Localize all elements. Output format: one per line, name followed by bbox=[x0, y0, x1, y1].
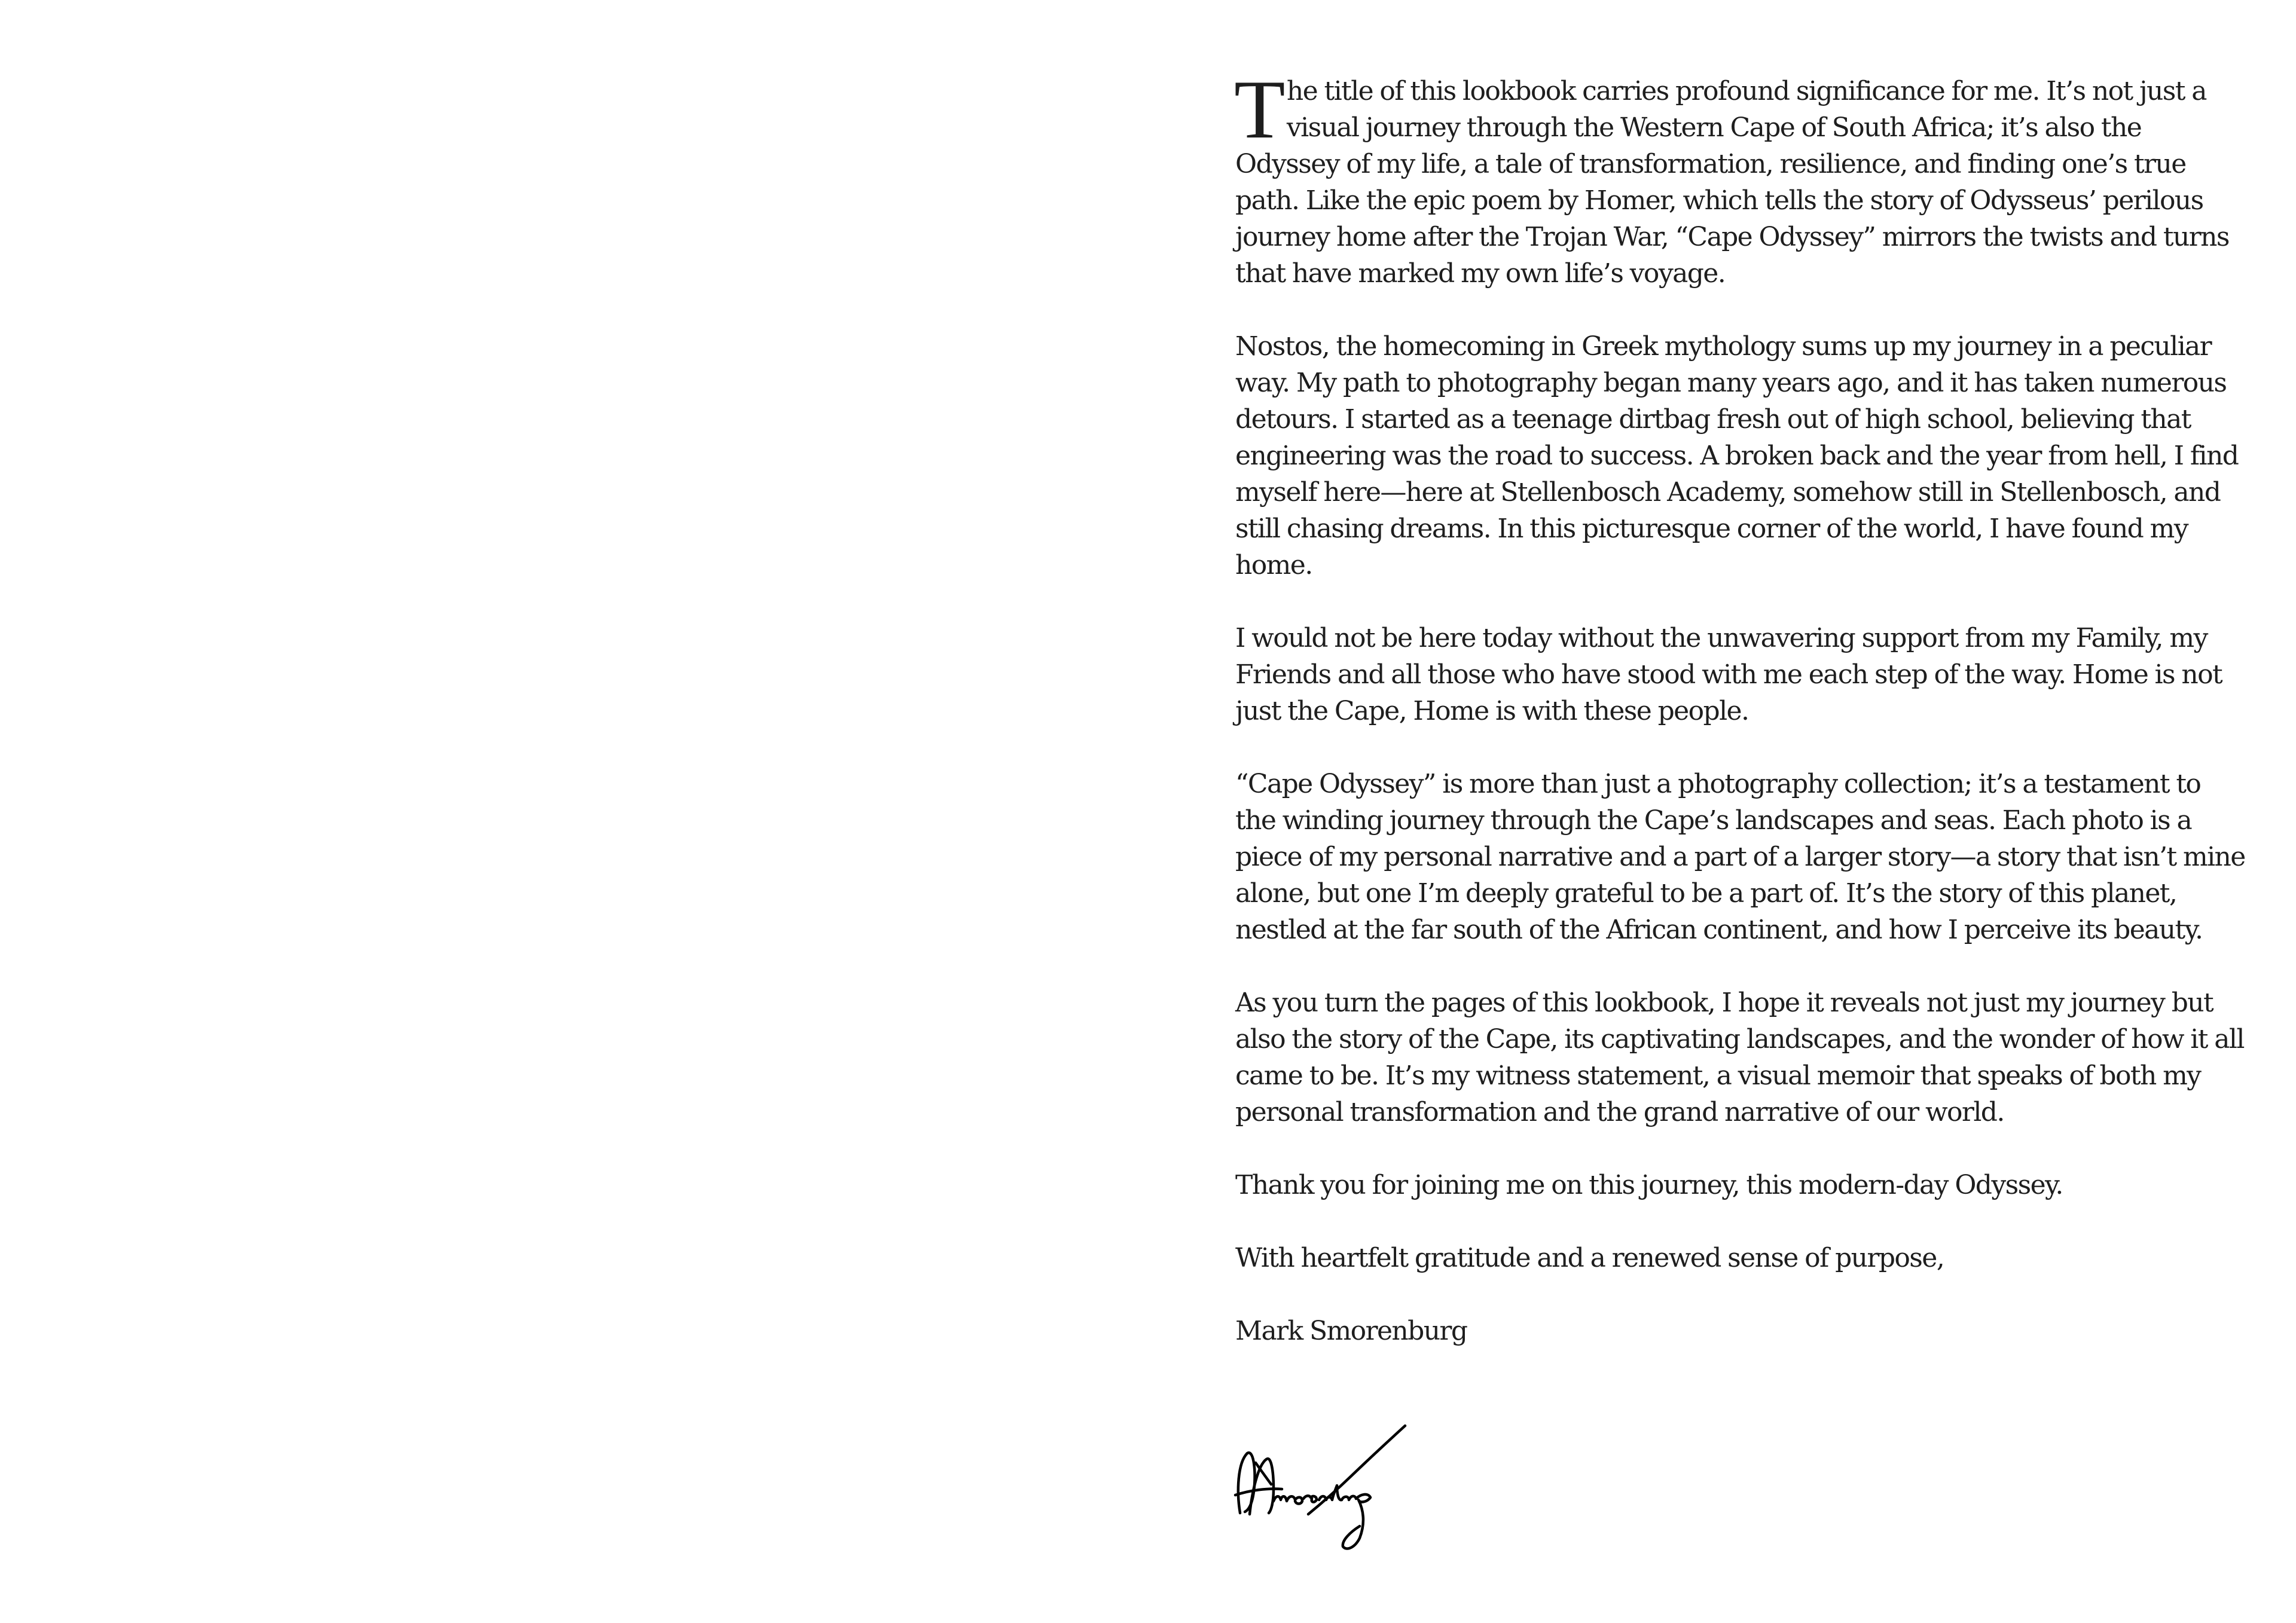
paragraph-text: he title of this lookbook carries profound significance for me. It’s not just a visual journey through the Western Cape of South Africa; it’s also the Odyssey of my life, a tale of transformation, resilience, and finding one’s true path. Like the epic poem by Homer, which tells the story of Odysseus’ perilous journey home after the Trojan War, “Cape Odyssey” mirrors the twists and turns that have marked my own life’s voyage. bbox=[1235, 76, 2229, 289]
paragraph-thank-you: Thank you for joining me on this journey, this modern-day Odyssey. bbox=[1235, 1170, 2063, 1200]
paragraph-closing: With heartfelt gratitude and a renewed sense of purpose, bbox=[1235, 1243, 1944, 1273]
handwritten-signature-icon bbox=[1232, 1414, 1459, 1557]
paragraph-title-significance bbox=[1234, 63, 2246, 292]
author-name: Mark Smorenburg bbox=[1235, 1316, 1467, 1346]
right-page bbox=[1148, 0, 2296, 1623]
paragraph-support: I would not be here today without the unwavering support from my Family, my Friends and all those who have stood with me each step of the way. Home is not just the Cape, Home is with these people. bbox=[1235, 623, 2222, 726]
paragraph-turn-pages: As you turn the pages of this lookbook, I hope it reveals not just my journey but also the story of the Cape, its captivating landscapes, and the wonder of how it all came to be. It’s my witness statement, a visual memoir that speaks of both my personal transformation and the grand narrative of our world. bbox=[1235, 988, 2244, 1127]
paragraph-nostos: Nostos, the homecoming in Greek mythology sums up my journey in a peculiar way. My path to photography began many years ago, and it has taken numerous detours. I started as a teenage dirtbag fresh out of high school, believing that engineering was the road to success. A broken back and the year from hell, I find myself here—here at Stellenbosch Academy, somehow still in Stellenbosch, and still chasing dreams. In this picturesque corner of the world, I have found my home. bbox=[1235, 331, 2239, 580]
signature-drawing bbox=[1232, 1414, 1459, 1557]
foreword-letter bbox=[1234, 63, 2246, 1386]
paragraph-collection: “Cape Odyssey” is more than just a photography collection; it’s a testament to the winding journey through the Cape’s landscapes and seas. Each photo is a piece of my personal narrative and a part of a larger story—a story that isn’t mine alone, but one I’m deeply grateful to be a part of. It’s the story of this planet, nestled at the far south of the African continent, and how I perceive its beauty. bbox=[1235, 769, 2245, 945]
drop-cap: T bbox=[1234, 63, 1284, 156]
